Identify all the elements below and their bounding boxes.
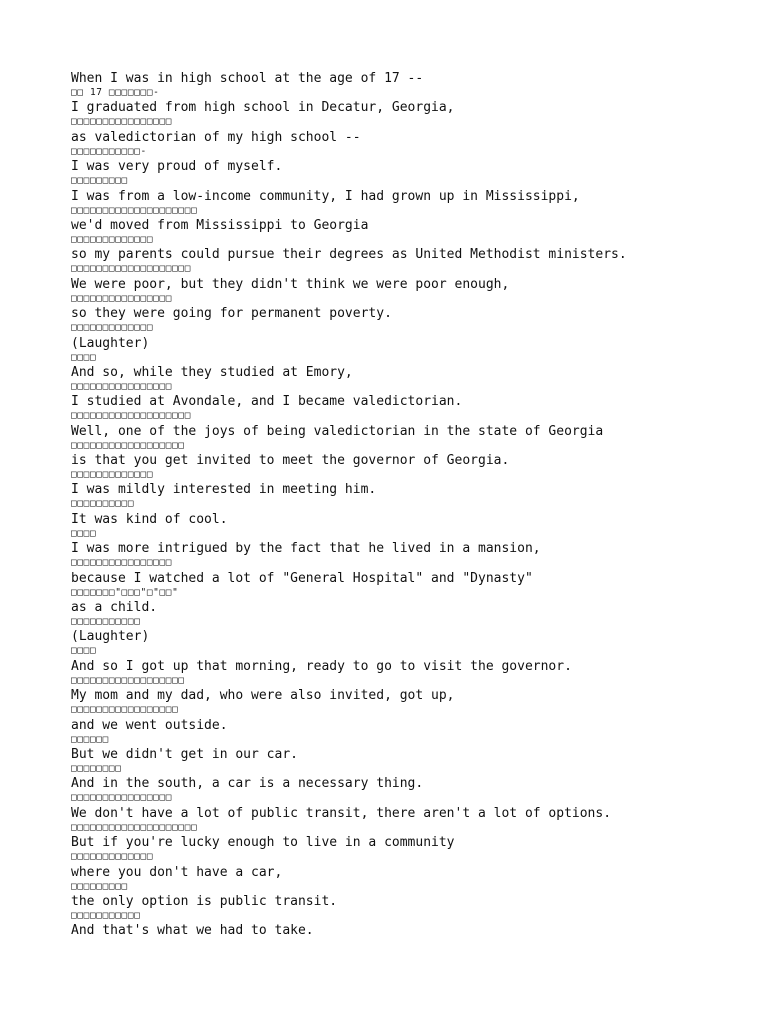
translation-line: □□□□□□□□□□□□□□□□□□ [71,674,185,686]
english-line: and we went outside. [71,717,228,733]
english-line: as valedictorian of my high school -- [71,129,361,145]
english-line: But if you're lucky enough to live in a community [71,835,455,851]
english-line: (Laughter) [71,629,150,645]
english-line: I was more intrigued by the fact that he lived in a mansion, [71,541,541,557]
translation-line: □□□□□□□□□□□□□□□□□□□ [71,410,192,422]
transcript-pair [71,688,751,717]
english-line: And that's what we had to take. [71,923,314,939]
english-line: I was mildly interested in meeting him. [71,482,377,498]
translation-line: □□□□□□□□□□□□□□□□ [71,792,173,804]
translation-line: □□□□□□□□□□□ [71,909,141,921]
translation-line: □□□□□□□□□□□□□ [71,851,154,863]
transcript-pair [71,747,751,776]
transcript-pair [71,629,751,658]
transcript-pair [71,365,751,394]
transcript-pair [71,541,751,570]
translation-line: □□ 17 □□□□□□□- [71,87,160,98]
english-line: where you don't have a car, [71,864,283,880]
transcript-pair [71,806,751,835]
translation-line: □□□□□□□□□□□ [71,616,141,628]
translation-line: □□□□□□□□□ [71,880,128,892]
transcript-pair [71,923,751,938]
english-line: And so I got up that morning, ready to go to visit the governor. [71,658,572,674]
translation-line: □□□□ [71,527,97,539]
english-line: When I was in high school at the age of 17 -- [71,71,424,86]
transcript-pair [71,424,751,453]
english-line: (Laughter) [71,335,150,351]
transcript-pair [71,571,751,600]
english-line: I was from a low-income community, I had grown up in Mississippi, [71,188,580,204]
translation-line: □□□□□□□□□□□□□□□□□□□ [71,263,192,275]
translation-line: □□□□□□□□□ [71,175,128,187]
transcript-pair [71,71,751,100]
translation-line: □□□□□□□□□□ [71,498,135,510]
english-line: the only option is public transit. [71,893,338,909]
english-line: I was very proud of myself. [71,159,283,175]
translation-line: □□□□ [71,351,97,363]
translation-line: □□□□□□□□□□□□□□□□□□ [71,439,185,451]
transcript-pair [71,600,751,629]
english-line: And in the south, a car is a necessary thing. [71,776,424,792]
transcript-pair [71,835,751,864]
transcript-pair [71,277,751,306]
transcript-pair [71,776,751,805]
english-line: so they were going for permanent poverty. [71,306,392,322]
english-line: We were poor, but they didn't think we were poor enough, [71,276,510,292]
transcript-pair [71,718,751,747]
transcript-pair [71,247,751,276]
english-line: It was kind of cool. [71,511,228,527]
translation-line: □□□□□□□□□□□□□□□□□ [71,704,179,716]
english-line: My mom and my dad, who were also invited, got up, [71,688,455,704]
translation-line: □□□□□□□□□□□□□□□□□□□□ [71,204,198,216]
translation-line: □□□□□□□"□□□"□"□□" [71,586,179,598]
english-line: we'd moved from Mississippi to Georgia [71,217,369,233]
english-line: because I watched a lot of "General Hospital" and "Dynasty" [71,570,533,586]
translation-line: □□□□□□□□□□□□□□□□ [71,116,173,128]
transcript-pair [71,512,751,541]
english-line: But we didn't get in our car. [71,746,298,762]
transcript-pair [71,865,751,894]
translation-line: □□□□□□□□□□□□□□□□ [71,292,173,304]
translation-line: □□□□□□□□□□□□□□□□□□□□ [71,821,198,833]
transcript-pair [71,189,751,218]
translation-line: □□□□□□□□ [71,762,122,774]
translation-line: □□□□□□□□□□□□□ [71,469,154,481]
transcript-pair [71,336,751,365]
transcript-pair [71,218,751,247]
transcript-pair [71,394,751,423]
transcript-pair [71,100,751,129]
english-line: We don't have a lot of public transit, there aren't a lot of options. [71,805,612,821]
english-line: Well, one of the joys of being valedictorian in the state of Georgia [71,423,604,439]
translation-line: □□□□□□□□□□□□□□□□ [71,380,173,392]
transcript-pair [71,894,751,923]
translation-line: □□□□□□□□□□□□□ [71,322,154,334]
translation-line: □□□□□□ [71,733,109,745]
transcript-pair [71,159,751,188]
transcript-pair [71,130,751,159]
english-line: as a child. [71,600,158,616]
transcript-pair [71,306,751,335]
transcript-pair [71,482,751,511]
english-line: And so, while they studied at Emory, [71,364,353,380]
translation-line: □□□□□□□□□□□- [71,145,147,157]
english-line: so my parents could pursue their degrees as United Methodist ministers. [71,247,627,263]
translation-line: □□□□□□□□□□□□□ [71,233,154,245]
translation-line: □□□□ [71,645,97,657]
transcript-pair [71,453,751,482]
english-line: I graduated from high school in Decatur, Georgia, [71,100,455,116]
transcript-document [71,71,751,938]
transcript-pair [71,659,751,688]
translation-line: □□□□□□□□□□□□□□□□ [71,557,173,569]
english-line: I studied at Avondale, and I became valedictorian. [71,394,463,410]
english-line: is that you get invited to meet the governor of Georgia. [71,453,510,469]
